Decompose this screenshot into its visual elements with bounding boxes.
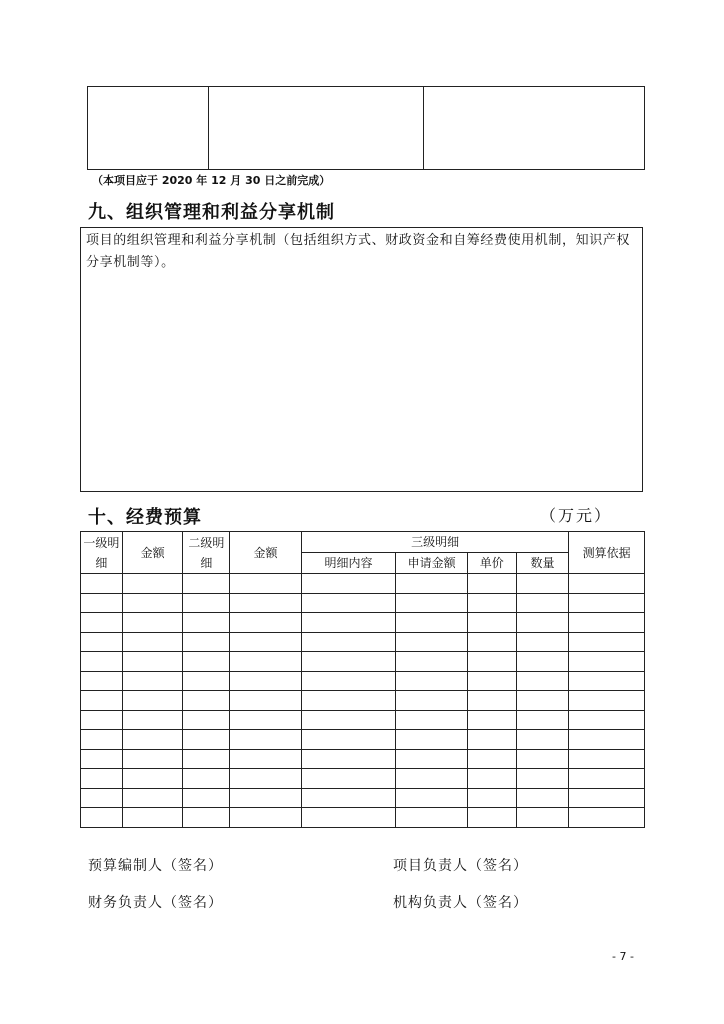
- table-cell[interactable]: [183, 769, 230, 789]
- completion-note: （本项目应于 2020 年 12 月 30 日之前完成）: [92, 174, 331, 187]
- table-cell[interactable]: [183, 808, 230, 828]
- table-cell[interactable]: [516, 593, 569, 613]
- table-cell[interactable]: [81, 788, 123, 808]
- table-cell[interactable]: [81, 769, 123, 789]
- table-cell[interactable]: [81, 593, 123, 613]
- table-cell[interactable]: [81, 652, 123, 672]
- table-cell[interactable]: [569, 749, 645, 769]
- table-cell: [209, 87, 424, 170]
- table-cell[interactable]: [467, 593, 516, 613]
- table-cell[interactable]: [569, 730, 645, 750]
- table-row: [81, 613, 645, 633]
- table-cell[interactable]: [396, 808, 468, 828]
- table-cell[interactable]: [301, 613, 395, 633]
- section-9-text-box[interactable]: [80, 227, 643, 492]
- table-cell[interactable]: [230, 808, 302, 828]
- header-unit-price: 单价: [467, 553, 516, 574]
- table-cell[interactable]: [183, 652, 230, 672]
- table-cell[interactable]: [396, 749, 468, 769]
- table-cell[interactable]: [122, 691, 183, 711]
- table-row: [81, 730, 645, 750]
- table-cell[interactable]: [467, 710, 516, 730]
- table-cell[interactable]: [122, 632, 183, 652]
- table-cell[interactable]: [396, 593, 468, 613]
- table-cell[interactable]: [81, 808, 123, 828]
- table-cell[interactable]: [516, 613, 569, 633]
- table-cell[interactable]: [467, 613, 516, 633]
- table-cell[interactable]: [81, 710, 123, 730]
- table-cell[interactable]: [301, 671, 395, 691]
- table-cell[interactable]: [516, 808, 569, 828]
- header-level1: 一级明细: [81, 532, 123, 574]
- table-cell[interactable]: [230, 593, 302, 613]
- table-cell[interactable]: [467, 769, 516, 789]
- header-apply-amount: 申请金额: [396, 553, 468, 574]
- table-cell[interactable]: [230, 730, 302, 750]
- table-cell[interactable]: [301, 710, 395, 730]
- table-cell[interactable]: [467, 671, 516, 691]
- table-cell[interactable]: [516, 769, 569, 789]
- table-cell[interactable]: [467, 691, 516, 711]
- header-quantity: 数量: [516, 553, 569, 574]
- table-cell[interactable]: [81, 632, 123, 652]
- table-cell[interactable]: [516, 574, 569, 594]
- table-row: [81, 593, 645, 613]
- table-cell[interactable]: [183, 788, 230, 808]
- header-level3: 三级明细: [301, 532, 569, 553]
- table-cell[interactable]: [516, 691, 569, 711]
- header-amount1: 金额: [122, 532, 183, 574]
- table-cell[interactable]: [516, 788, 569, 808]
- table-cell[interactable]: [516, 749, 569, 769]
- table-row: [81, 632, 645, 652]
- table-cell[interactable]: [569, 671, 645, 691]
- table-cell[interactable]: [396, 769, 468, 789]
- table-cell[interactable]: [396, 613, 468, 633]
- table-cell[interactable]: [122, 788, 183, 808]
- table-cell[interactable]: [230, 574, 302, 594]
- table-cell[interactable]: [230, 691, 302, 711]
- table-cell[interactable]: [301, 769, 395, 789]
- table-cell[interactable]: [569, 691, 645, 711]
- table-cell[interactable]: [230, 632, 302, 652]
- table-row: [81, 710, 645, 730]
- table-cell[interactable]: [516, 671, 569, 691]
- table-cell[interactable]: [81, 671, 123, 691]
- table-cell[interactable]: [230, 652, 302, 672]
- table-cell[interactable]: [81, 613, 123, 633]
- institution-leader-signature[interactable]: 机构负责人（签名）: [393, 895, 528, 911]
- table-cell[interactable]: [301, 808, 395, 828]
- table-row: [81, 769, 645, 789]
- table-cell[interactable]: [122, 769, 183, 789]
- table-cell: [424, 87, 645, 170]
- table-cell[interactable]: [467, 652, 516, 672]
- table-cell[interactable]: [230, 613, 302, 633]
- table-cell[interactable]: [122, 730, 183, 750]
- table-cell[interactable]: [301, 632, 395, 652]
- table-cell[interactable]: [230, 749, 302, 769]
- table-cell[interactable]: [301, 730, 395, 750]
- project-leader-signature[interactable]: 项目负责人（签名）: [393, 858, 528, 874]
- table-cell[interactable]: [516, 710, 569, 730]
- table-cell[interactable]: [516, 632, 569, 652]
- budget-preparer-signature[interactable]: 预算编制人（签名）: [88, 858, 223, 874]
- table-cell[interactable]: [301, 652, 395, 672]
- table-cell[interactable]: [183, 710, 230, 730]
- table-cell[interactable]: [467, 749, 516, 769]
- table-row: [81, 691, 645, 711]
- table-cell[interactable]: [122, 574, 183, 594]
- table-cell[interactable]: [122, 652, 183, 672]
- table-cell[interactable]: [396, 730, 468, 750]
- table-cell[interactable]: [122, 808, 183, 828]
- budget-table-body: [81, 574, 645, 828]
- section-9-instructions: 项目的组织管理和利益分享机制（包括组织方式、财政资金和自筹经费使用机制，知识产权分享机制等）。: [86, 233, 631, 270]
- table-cell[interactable]: [396, 710, 468, 730]
- table-cell[interactable]: [396, 574, 468, 594]
- table-cell[interactable]: [396, 671, 468, 691]
- table-cell[interactable]: [183, 593, 230, 613]
- table-cell[interactable]: [396, 691, 468, 711]
- table-cell[interactable]: [230, 671, 302, 691]
- table-cell[interactable]: [301, 788, 395, 808]
- table-cell[interactable]: [81, 730, 123, 750]
- table-cell[interactable]: [81, 691, 123, 711]
- table-cell[interactable]: [569, 574, 645, 594]
- table-cell[interactable]: [569, 632, 645, 652]
- table-cell[interactable]: [569, 769, 645, 789]
- table-cell[interactable]: [81, 574, 123, 594]
- budget-table: [80, 531, 645, 828]
- table-cell[interactable]: [183, 574, 230, 594]
- table-cell[interactable]: [122, 749, 183, 769]
- table-row: [81, 671, 645, 691]
- page-number: - 7 -: [612, 950, 634, 963]
- table-cell[interactable]: [122, 593, 183, 613]
- table-cell[interactable]: [569, 808, 645, 828]
- table-cell[interactable]: [183, 691, 230, 711]
- table-cell[interactable]: [122, 671, 183, 691]
- table-row: [81, 749, 645, 769]
- table-cell[interactable]: [183, 671, 230, 691]
- table-cell[interactable]: [122, 710, 183, 730]
- table-cell[interactable]: [301, 593, 395, 613]
- table-cell[interactable]: [569, 613, 645, 633]
- table-row: [81, 574, 645, 594]
- table-cell[interactable]: [301, 691, 395, 711]
- table-cell[interactable]: [467, 730, 516, 750]
- table-cell[interactable]: [396, 788, 468, 808]
- table-cell[interactable]: [81, 749, 123, 769]
- table-cell[interactable]: [301, 749, 395, 769]
- table-cell[interactable]: [183, 730, 230, 750]
- table-row: [81, 652, 645, 672]
- table-cell[interactable]: [230, 769, 302, 789]
- table-cell[interactable]: [301, 574, 395, 594]
- table-cell[interactable]: [569, 652, 645, 672]
- table-row: [81, 788, 645, 808]
- table-cell[interactable]: [516, 652, 569, 672]
- table-cell[interactable]: [467, 808, 516, 828]
- table-cell[interactable]: [183, 613, 230, 633]
- unit-label: （万元）: [540, 506, 613, 525]
- table-cell[interactable]: [183, 749, 230, 769]
- table-cell[interactable]: [467, 632, 516, 652]
- table-cell[interactable]: [569, 593, 645, 613]
- table-row: [81, 808, 645, 828]
- table-cell[interactable]: [396, 652, 468, 672]
- previous-section-table: [87, 86, 645, 170]
- header-amount2: 金额: [230, 532, 302, 574]
- section-10-title: 十、经费预算: [88, 507, 202, 528]
- table-cell: [88, 87, 209, 170]
- section-9-title: 九、组织管理和利益分享机制: [88, 202, 335, 223]
- table-cell[interactable]: [230, 788, 302, 808]
- table-cell[interactable]: [183, 632, 230, 652]
- table-cell[interactable]: [569, 788, 645, 808]
- header-detail-content: 明细内容: [301, 553, 395, 574]
- table-cell[interactable]: [569, 710, 645, 730]
- table-cell[interactable]: [230, 710, 302, 730]
- table-cell[interactable]: [122, 613, 183, 633]
- table-cell[interactable]: [516, 730, 569, 750]
- finance-leader-signature[interactable]: 财务负责人（签名）: [88, 895, 223, 911]
- table-cell[interactable]: [396, 632, 468, 652]
- table-cell[interactable]: [467, 574, 516, 594]
- header-basis: 测算依据: [569, 532, 645, 574]
- header-level2: 二级明细: [183, 532, 230, 574]
- table-cell[interactable]: [467, 788, 516, 808]
